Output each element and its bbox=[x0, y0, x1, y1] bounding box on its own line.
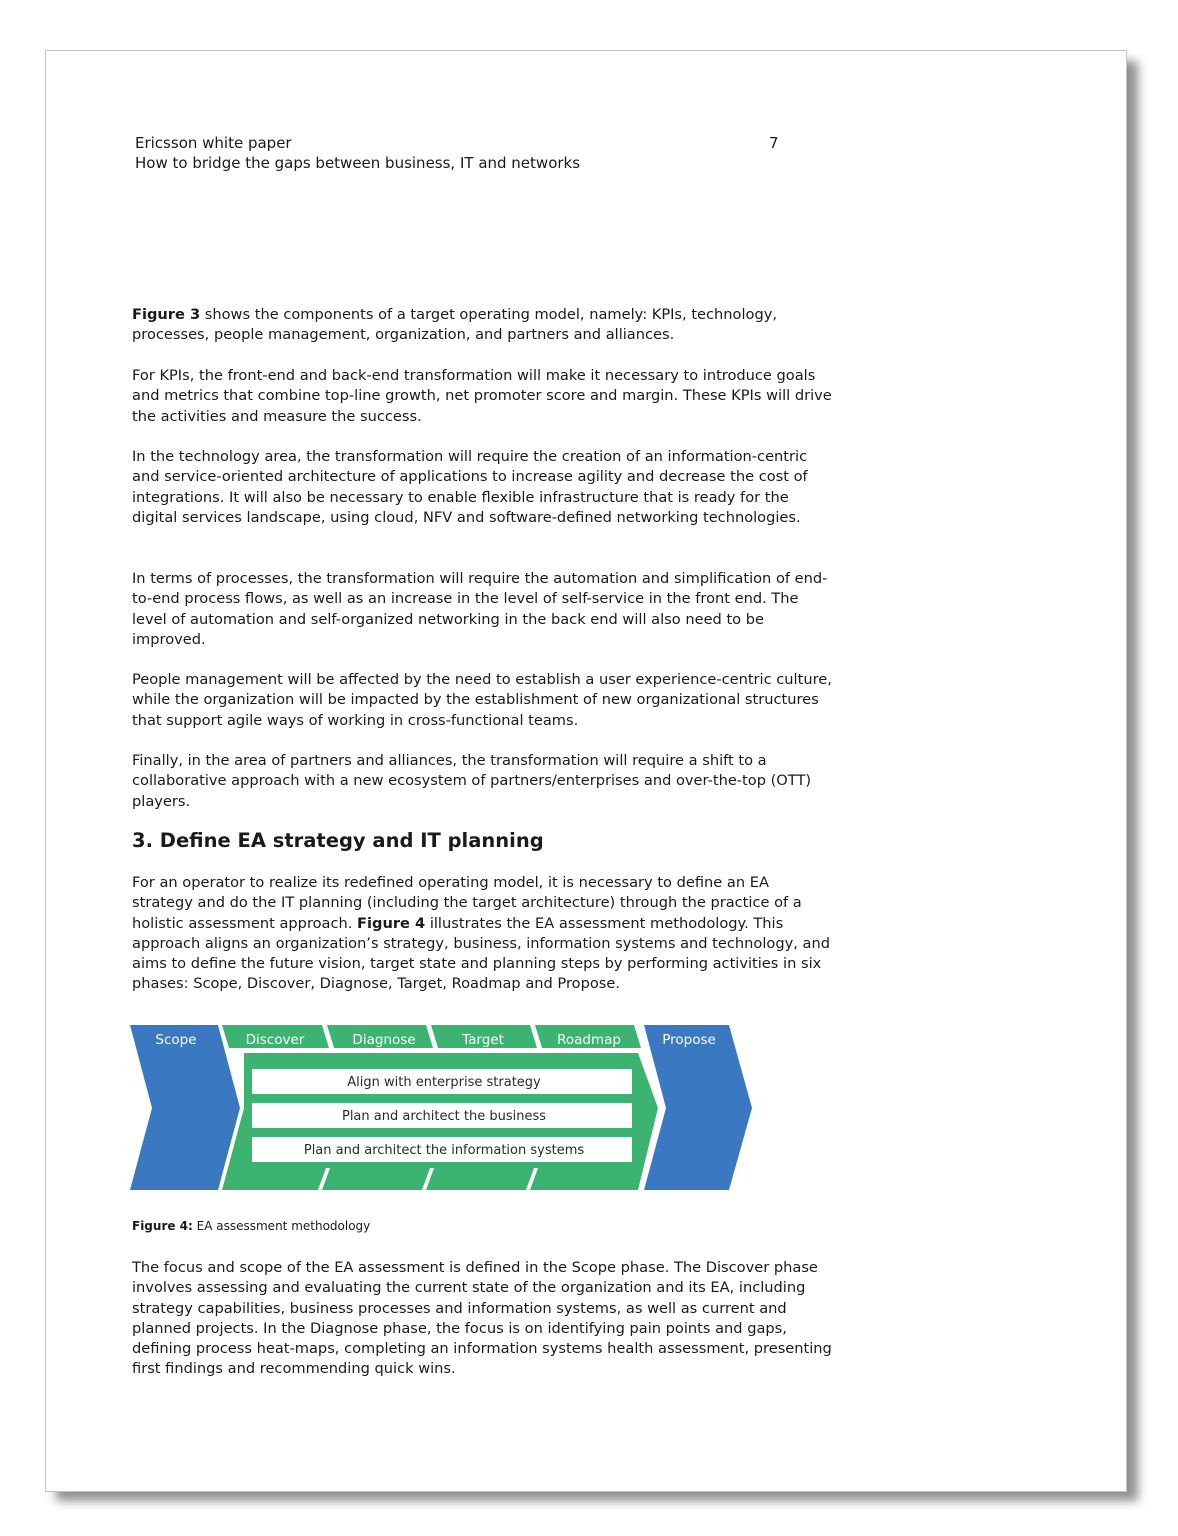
paragraph-ea-strategy bbox=[132, 873, 832, 995]
paragraph-ea-text-b: illustrates the EA assessment methodology. This approach aligns an organization’s strategy, business, information systems and technology, and aims to define the future vision, target state and planning steps by performing activities in six phases: Scope, Discover, Diagnose, Target, Roadmap and Propose. bbox=[132, 914, 830, 993]
phase-chevron-scope bbox=[130, 1025, 240, 1190]
activity-label-1: Align with enterprise strategy bbox=[347, 1075, 541, 1090]
ea-methodology-diagram bbox=[130, 1025, 755, 1193]
figure-caption-label: Figure 4: bbox=[132, 1219, 193, 1233]
phase-label-diagnose: Diagnose bbox=[352, 1032, 416, 1048]
running-header bbox=[135, 133, 795, 173]
paragraph-ea-text-a: For an operator to realize its redefined operating model, it is necessary to define an EA strategy and do the IT planning (including the target architecture) through the practice of a holistic assessment approach. bbox=[132, 874, 802, 932]
paragraph-kpis: For KPIs, the front-end and back-end transformation will make it necessary to introduce goals and metrics that combine top-line growth, net promoter score and margin. These KPIs will drive the activities and measure the success. bbox=[132, 367, 832, 425]
paragraph-processes: In terms of processes, the transformation will require the automation and simplification of end-to-end process flows, as well as an increase in the level of self-service in the front end. The level of automation and self-organized networking in the back end will also need to be improved. bbox=[132, 570, 828, 648]
phase-label-roadmap: Roadmap bbox=[557, 1032, 621, 1048]
document-page bbox=[45, 50, 1127, 1492]
figure-3-reference: Figure 3 bbox=[132, 306, 201, 323]
publication-name: Ericsson white paper bbox=[135, 134, 292, 152]
page-number: 7 bbox=[769, 134, 779, 152]
activity-label-2: Plan and architect the business bbox=[341, 1109, 547, 1124]
paragraph-scope-phase: The focus and scope of the EA assessment is defined in the Scope phase. The Discover phase involves assessing and evaluating the current state of the organization and its EA, including strategy capabilities, business processes and information systems, as well as current and planned projects. In the Diagnose phase, the focus is on identifying pain points and gaps, defining process heat-maps, completing an information systems health assessment, presenting first findings and recommending quick wins. bbox=[132, 1259, 832, 1378]
figure-caption bbox=[132, 1219, 370, 1233]
figure-4-reference: Figure 4 bbox=[357, 914, 426, 932]
phase-chevron-propose bbox=[644, 1025, 752, 1190]
phase-label-propose: Propose bbox=[662, 1032, 716, 1048]
phase-label-discover: Discover bbox=[245, 1032, 305, 1048]
paper-title: How to bridge the gaps between business, IT and networks bbox=[135, 154, 581, 172]
activity-label-3: Plan and architect the information systems bbox=[303, 1143, 585, 1158]
phase-label-target: Target bbox=[462, 1032, 504, 1048]
paragraph-technology: In the technology area, the transformation will require the creation of an information-centric and service-oriented architecture of applications to increase agility and decrease the cost of integrations. It will also be necessary to enable flexible infrastructure that is ready for the digital services landscape, using cloud, NFV and software-defined networking technologies. bbox=[132, 448, 808, 526]
paragraph-1 bbox=[132, 305, 832, 346]
figure-caption-text: EA assessment methodology bbox=[192, 1219, 371, 1233]
paragraph-partners: Finally, in the area of partners and alliances, the transformation will require a shift to a collaborative approach with a new ecosystem of partners/enterprises and over-the-top (OTT) players. bbox=[132, 752, 812, 810]
section-heading: 3. Define EA strategy and IT planning bbox=[132, 829, 544, 852]
paragraph-people: People management will be affected by the need to establish a user experience-centric culture, while the organization will be impacted by the establishment of new organizational structures that support agile ways of working in cross-functional teams. bbox=[132, 671, 832, 729]
paragraph-1-text: shows the components of a target operating model, namely: KPIs, technology, processes, people management, organization, and partners and alliances. bbox=[132, 306, 777, 344]
phase-label-scope: Scope bbox=[155, 1032, 197, 1048]
